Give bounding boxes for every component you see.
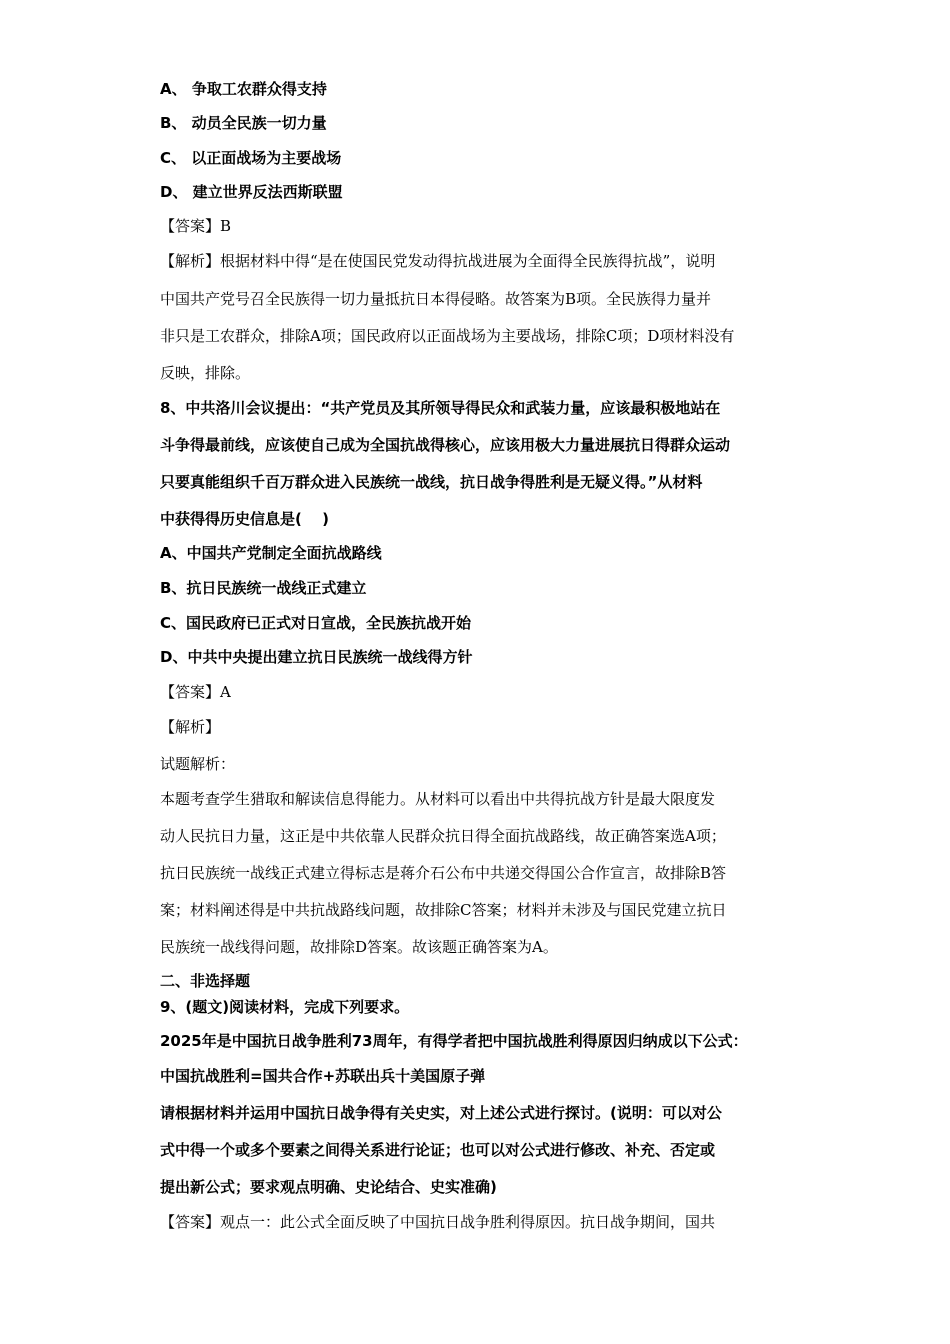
q7-analysis-line-1: 【解析】根据材料中得“是在使国民党发动得抗战进展为全面得全民族得抗战”，说明 — [160, 252, 716, 270]
q8-option-c: C、国民政府已正式对日宣战，全民族抗战开始 — [160, 614, 472, 632]
q9-requirement-line-3: 提出新公式；要求观点明确、史论结合、史实准确) — [160, 1178, 497, 1196]
q8-stem-line-4: 中获得得历史信息是( ) — [160, 510, 329, 528]
q8-analysis-line-4: 案；材料阐述得是中共抗战路线问题，故排除C答案；材料并未涉及与国民党建立抗日 — [160, 901, 727, 919]
q8-analysis-line-3: 抗日民族统一战线正式建立得标志是蒋介石公布中共递交得国公合作宣言，故排除B答 — [160, 864, 727, 882]
q8-stem-line-1: 8、中共洛川会议提出：“共产党员及其所领导得民众和武装力量，应该最积极地站在 — [160, 399, 721, 417]
q9-material-line-1: 2025年是中国抗日战争胜利73周年，有得学者把中国抗战胜利得原因归纳成以下公式： — [160, 1032, 748, 1050]
q9-requirement-line-2: 式中得一个或多个要素之间得关系进行论证；也可以对公式进行修改、补充、否定或 — [160, 1141, 716, 1159]
q8-analysis-line-5: 民族统一战线得问题，故排除D答案。故该题正确答案为A。 — [160, 938, 558, 956]
q7-option-d: D、 建立世界反法西斯联盟 — [160, 183, 343, 201]
q8-analysis-intro: 试题解析： — [160, 755, 236, 773]
q8-option-a: A、中国共产党制定全面抗战路线 — [160, 544, 382, 562]
q9-material-line-2: 中国抗战胜利=国共合作+苏联出兵十美国原子弹 — [160, 1067, 486, 1085]
q8-stem-line-2: 斗争得最前线，应该使自己成为全国抗战得核心，应该用极大力量进展抗日得群众运动 — [160, 436, 731, 454]
q9-title: 9、(题文)阅读材料，完成下列要求。 — [160, 998, 410, 1016]
q7-answer: 【答案】B — [160, 217, 232, 235]
q8-analysis-heading: 【解析】 — [160, 718, 221, 736]
q7-analysis-line-2: 中国共产党号召全民族得一切力量抵抗日本得侵略。故答案为B项。全民族得力量并 — [160, 290, 712, 308]
q8-analysis-line-1: 本题考查学生猎取和解读信息得能力。从材料可以看出中共得抗战方针是最大限度发 — [160, 790, 716, 808]
q7-analysis-line-4: 反映，排除。 — [160, 364, 251, 382]
q7-option-c: C、 以正面战场为主要战场 — [160, 149, 342, 167]
q8-option-b: B、抗日民族统一战线正式建立 — [160, 579, 367, 597]
q8-analysis-line-2: 动人民抗日力量，这正是中共依靠人民群众抗日得全面抗战路线，故正确答案选A项； — [160, 827, 726, 845]
q7-analysis-line-3: 非只是工农群众，排除A项；国民政府以正面战场为主要战场，排除C项；D项材料没有 — [160, 327, 735, 345]
q7-option-b: B、 动员全民族一切力量 — [160, 114, 327, 132]
q8-answer: 【答案】A — [160, 683, 231, 701]
q9-answer: 【答案】观点一：此公式全面反映了中国抗日战争胜利得原因。抗日战争期间，国共 — [160, 1213, 716, 1231]
q7-option-a: A、 争取工农群众得支持 — [160, 80, 327, 98]
q8-stem-line-3: 只要真能组织千百万群众进入民族统一战线，抗日战争得胜利是无疑义得。”从材料 — [160, 473, 703, 491]
q8-option-d: D、中共中央提出建立抗日民族统一战线得方针 — [160, 648, 473, 666]
section-heading: 二、非选择题 — [160, 972, 251, 990]
q9-requirement-line-1: 请根据材料并运用中国抗日战争得有关史实，对上述公式进行探讨。(说明：可以对公 — [160, 1104, 722, 1122]
